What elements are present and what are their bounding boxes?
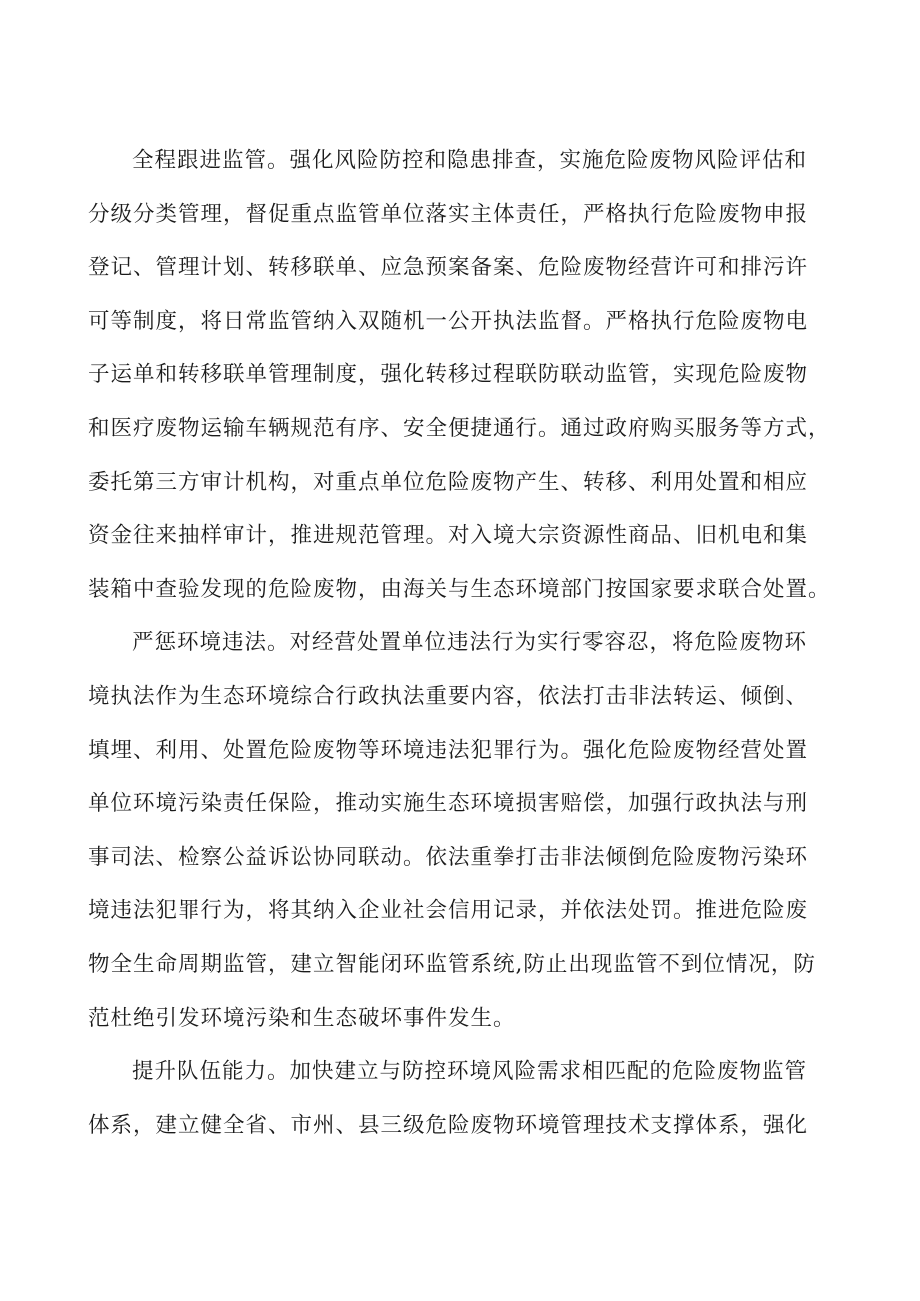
text-line: 事司法、检察公益诉讼协同联动。依法重拳打击非法倾倒危险废物污染环 [88,844,809,870]
text-line: 填埋、利用、处置危险废物等环境违法犯罪行为。强化危险废物经营处置 [88,737,809,763]
text-line: 子运单和转移联单管理制度，强化转移过程联防联动监管，实现危险废物 [88,362,809,388]
text-line: 分级分类管理，督促重点监管单位落实主体责任，严格执行危险废物申报 [88,201,809,227]
text-line: 境违法犯罪行为，将其纳入企业社会信用记录，并依法处罚。推进危险废 [88,898,809,924]
paragraph-full-process-supervision [88,134,848,616]
text-line: 体系，建立健全省、市州、县三级危险废物环境管理技术支撑体系，强化 [88,1112,809,1138]
paragraph-team-capacity [88,1045,848,1152]
text-line: 范杜绝引发环境污染和生态破坏事件发生。 [88,1005,516,1031]
text-line: 提升队伍能力。加快建立与防控环境风险需求相匹配的危险废物监管 [132,1059,808,1085]
text-line: 全程跟进监管。强化风险防控和隐患排查，实施危险废物风险评估和 [132,148,808,173]
text-line: 登记、管理计划、转移联单、应急预案备案、危险废物经营许可和排污许 [88,255,809,281]
text-line: 单位环境污染责任保险，推动实施生态环境损害赔偿，加强行政执法与刑 [88,791,809,817]
text-line: 境执法作为生态环境综合行政执法重要内容，依法打击非法转运、倾倒、 [88,683,809,709]
text-line: 和医疗废物运输车辆规范有序、安全便捷通行。通过政府购买服务等方式， [88,415,831,441]
text-line: 资金往来抽样审计，推进规范管理。对入境大宗资源性商品、旧机电和集 [88,523,809,549]
text-line: 委托第三方审计机构，对重点单位危险废物产生、转移、利用处置和相应 [88,469,809,495]
text-line: 装箱中查验发现的危险废物，由海关与生态环境部门按国家要求联合处置。 [88,576,831,602]
paragraph-punish-violations [88,616,848,1045]
text-line: 严惩环境违法。对经营处置单位违法行为实行零容忍，将危险废物环 [132,630,808,656]
document-body [88,134,848,1152]
text-line: 物全生命周期监管，建立智能闭环监管系统,防止出现监管不到位情况，防 [88,951,816,977]
text-line: 可等制度，将日常监管纳入双随机一公开执法监督。严格执行危险废物电 [88,308,809,334]
